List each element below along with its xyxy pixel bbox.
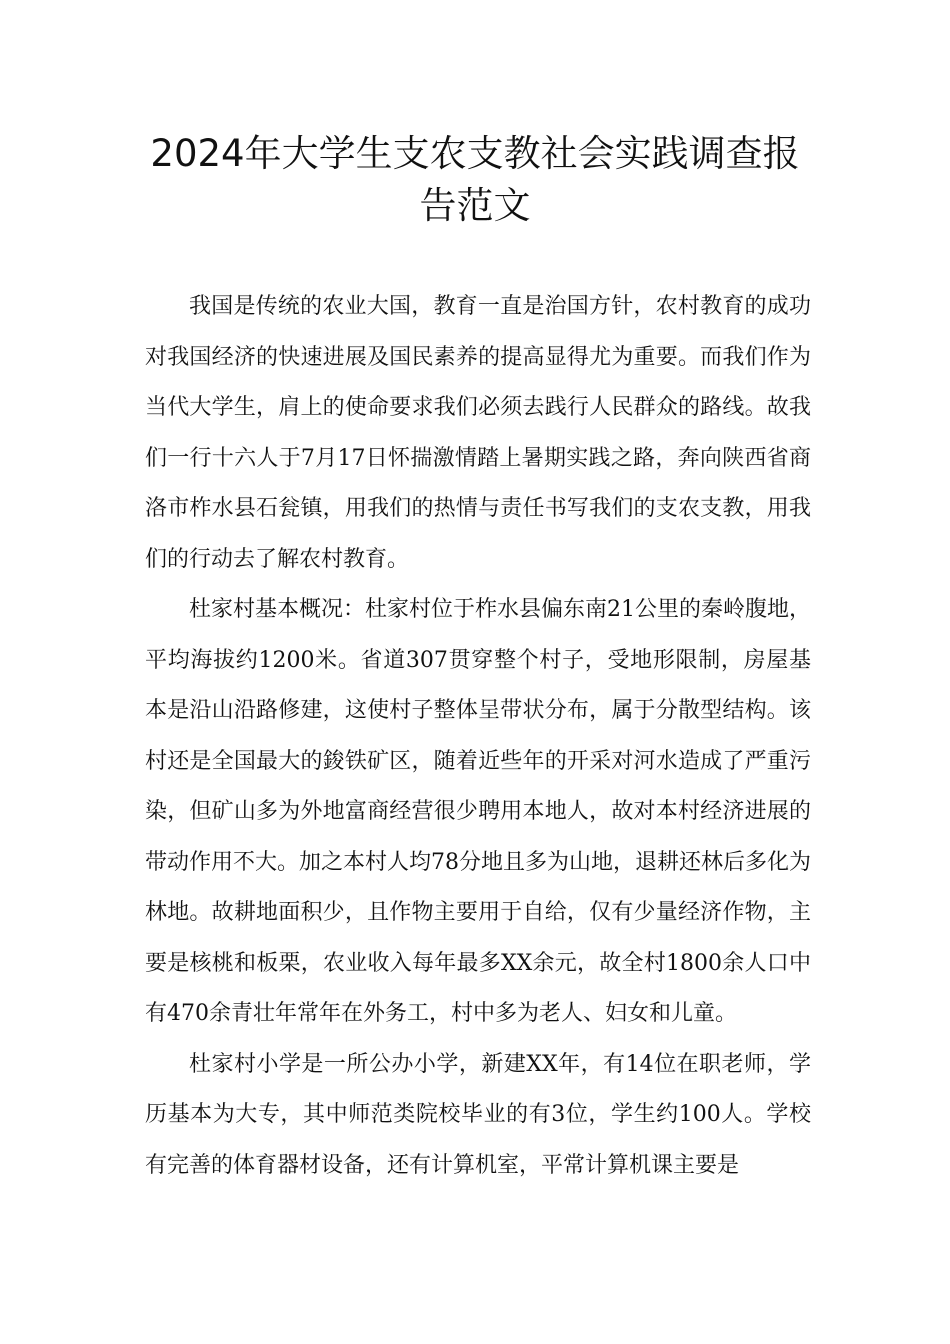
document-title: 2024年大学生支农支教社会实践调查报告范文: [150, 132, 800, 227]
paragraph-village-overview: 杜家村基本概况：杜家村位于柞水县偏东南21公里的秦岭腹地，平均海拔约1200米。省道307贯穿整个村子，受地形限制，房屋基本是沿山沿路修建，这使村子整体呈带状分布，属于分散型结构。该村还是全国最大的鋑铁矿区，随着近些年的开采对河水造成了严重污染，但矿山多为外地富商经营很少聘用本地人，故对本村经济进展的带动作用不大。加之本村人均78分地且多为山地，退耕还林后多化为林地。故耕地面积少，且作物主要用于自给，仅有少量经济作物，主要是核桃和板栗，农业收入每年最多XX余元，故全村1800余人口中有470余青壮年常年在外务工，村中多为老人、妇女和儿童。: [145, 597, 811, 1026]
document-body: [145, 282, 811, 1191]
paragraph-intro: 我国是传统的农业大国，教育一直是治国方针，农村教育的成功对我国经济的快速进展及国民素养的提高显得尤为重要。而我们作为当代大学生，肩上的使命要求我们必须去践行人民群众的路线。故我们一行十六人于7月17日怀揣激情踏上暑期实践之路，奔向陕西省商洛市柞水县石瓮镇，用我们的热情与责任书写我们的支农支教，用我们的行动去了解农村教育。: [145, 294, 811, 572]
paragraph-village-school: 杜家村小学是一所公办小学，新建XX年，有14位在职老师，学历基本为大专，其中师范类院校毕业的有3位，学生约100人。学校有完善的体育器材设备，还有计算机室，平常计算机课主要是: [145, 1051, 811, 1178]
